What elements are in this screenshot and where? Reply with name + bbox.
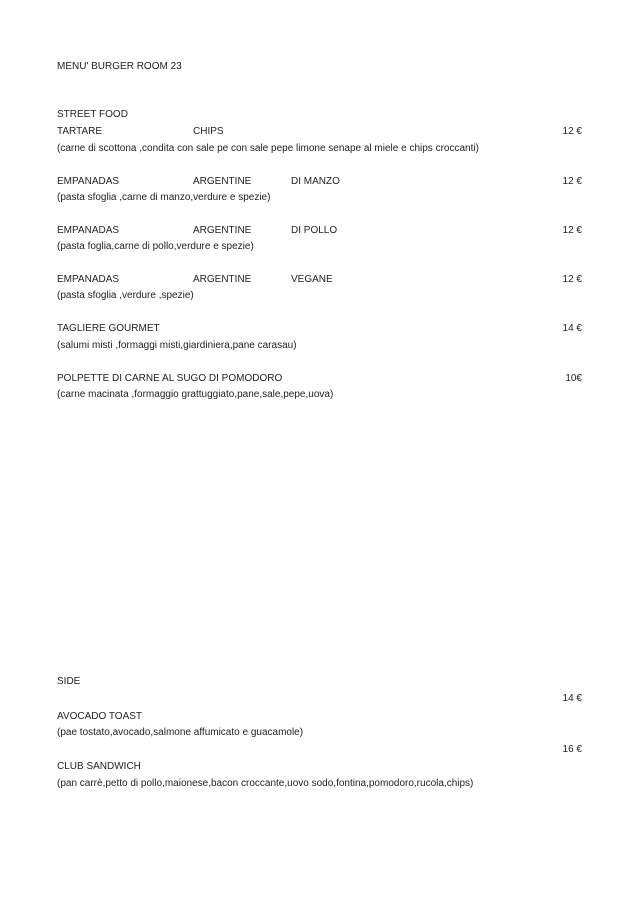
item-name: POLPETTE DI CARNE AL SUGO DI POMODORO xyxy=(57,373,283,384)
item-filling: VEGANE xyxy=(291,274,333,285)
item-variant: ARGENTINE xyxy=(193,225,252,236)
item-price: 12 € xyxy=(562,126,582,137)
item-filling: DI POLLO xyxy=(291,225,338,236)
item-filling: DI MANZO xyxy=(291,176,340,187)
item-price: 14 € xyxy=(562,693,582,704)
item-description: (salumi misti ,formaggi misti,giardiniera,pane carasau) xyxy=(57,340,297,351)
street-food-heading: STREET FOOD xyxy=(57,109,128,120)
item-description: (carne macinata ,formaggio grattuggiato,pane,sale,pepe,uova) xyxy=(57,389,334,400)
item-price: 14 € xyxy=(562,323,582,334)
item-price: 12 € xyxy=(562,176,582,187)
item-description: (pasta foglia,carne di pollo,verdure e spezie) xyxy=(57,241,254,252)
item-description: (pae tostato,avocado,salmone affumicato e guacamole) xyxy=(57,727,304,738)
item-name: EMPANADAS xyxy=(57,274,120,285)
item-description: (pasta sfoglia ,verdure ,spezie) xyxy=(57,290,194,301)
item-price: 12 € xyxy=(562,225,582,236)
item-description: (pan carrè,petto di pollo,maionese,bacon croccante,uovo sodo,fontina,pomodoro,rucola,chips) xyxy=(57,778,474,789)
item-price: 16 € xyxy=(562,744,582,755)
item-price: 10€ xyxy=(565,373,582,384)
menu-title: MENU' BURGER ROOM 23 xyxy=(57,61,182,72)
item-name: AVOCADO TOAST xyxy=(57,711,143,722)
item-price: 12 € xyxy=(562,274,582,285)
item-variant: CHIPS xyxy=(193,126,224,137)
item-description: (pasta sfoglia ,carne di manzo,verdure e spezie) xyxy=(57,192,271,203)
side-heading: SIDE xyxy=(57,676,81,687)
item-name: EMPANADAS xyxy=(57,225,120,236)
item-variant: ARGENTINE xyxy=(193,176,252,187)
item-variant: ARGENTINE xyxy=(193,274,252,285)
item-name: EMPANADAS xyxy=(57,176,120,187)
item-name: TAGLIERE GOURMET xyxy=(57,323,160,334)
item-description: (carne di scottona ,condita con sale pe con sale pepe limone senape al miele e chips croccanti) xyxy=(57,143,479,154)
item-name: TARTARE xyxy=(57,126,103,137)
item-name: CLUB SANDWICH xyxy=(57,761,141,772)
